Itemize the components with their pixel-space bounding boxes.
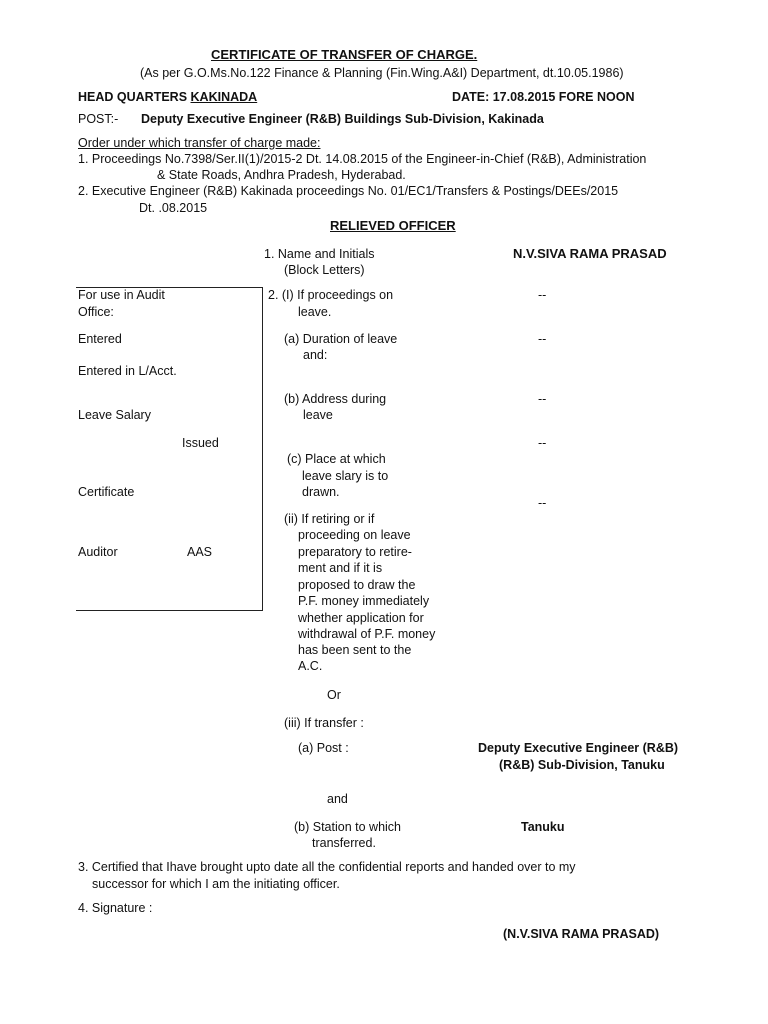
retire-value: -- xyxy=(538,496,547,510)
proceedings-label-1: 2. (I) If proceedings on xyxy=(268,288,394,302)
headquarters-label: HEAD QUARTERS xyxy=(78,90,191,104)
retire-line-8: withdrawal of P.F. money xyxy=(298,627,436,641)
audit-leave-salary: Leave Salary xyxy=(78,408,151,422)
transfer-post-value-2: (R&B) Sub-Division, Tanuku xyxy=(499,758,665,772)
date-text: DATE: 17.08.2015 FORE NOON xyxy=(452,90,635,104)
or-text: Or xyxy=(327,688,341,702)
proceedings-label-2: leave. xyxy=(298,305,332,319)
address-label-2: leave xyxy=(303,408,333,422)
audit-issued: Issued xyxy=(182,436,219,450)
transfer-post-label: (a) Post : xyxy=(298,741,349,755)
certified-line-2: successor for which I am the initiating officer. xyxy=(92,877,340,891)
post-value: Deputy Executive Engineer (R&B) Buildings Sub-Division, Kakinada xyxy=(141,112,544,126)
place-label-1: (c) Place at which xyxy=(287,452,386,466)
relieved-officer-heading: RELIEVED OFFICER xyxy=(330,218,456,233)
transfer-post-value-1: Deputy Executive Engineer (R&B) xyxy=(478,741,679,755)
order-1-line2: & State Roads, Andhra Pradesh, Hyderabad. xyxy=(157,168,406,182)
order-1-line1: 1. Proceedings No.7398/Ser.II(1)/2015-2 Dt. 14.08.2015 of the Engineer-in-Chief (R&B), Administration xyxy=(78,152,647,166)
place-label-2: leave slary is to xyxy=(302,469,389,483)
audit-aas: AAS xyxy=(187,545,213,559)
audit-for-use-2: Office: xyxy=(78,305,114,319)
station-value: Tanuku xyxy=(521,820,565,834)
signature-label: 4. Signature : xyxy=(78,901,153,915)
post-label: POST:- xyxy=(78,112,119,126)
signature-name: (N.V.SIVA RAMA PRASAD) xyxy=(503,927,660,941)
retire-line-7: whether application for xyxy=(298,611,424,625)
duration-value: -- xyxy=(538,332,547,346)
proceedings-value: -- xyxy=(538,288,547,302)
name-label-2: (Block Letters) xyxy=(284,263,365,277)
station-label-2: transferred. xyxy=(312,836,376,850)
audit-for-use-1: For use in Audit xyxy=(78,288,165,302)
retire-line-10: A.C. xyxy=(298,659,323,673)
duration-label-2: and: xyxy=(303,348,328,362)
order-2-line2: Dt. .08.2015 xyxy=(139,201,208,215)
station-label-1: (b) Station to which xyxy=(294,820,401,834)
retire-line-2: proceeding on leave xyxy=(298,528,411,542)
retire-line-3: preparatory to retire- xyxy=(298,545,412,559)
document-subtitle: (As per G.O.Ms.No.122 Finance & Planning (Fin.Wing.A&I) Department, dt.10.05.1986) xyxy=(140,66,624,80)
order-heading: Order under which transfer of charge made: xyxy=(78,136,321,150)
retire-line-5: proposed to draw the xyxy=(298,578,416,592)
name-value: N.V.SIVA RAMA PRASAD xyxy=(513,246,667,261)
name-label-1: 1. Name and Initials xyxy=(264,247,375,261)
audit-entered: Entered xyxy=(78,332,122,346)
retire-line-9: has been sent to the xyxy=(298,643,412,657)
retire-line-1: (ii) If retiring or if xyxy=(284,512,375,526)
duration-label-1: (a) Duration of leave xyxy=(284,332,398,346)
and-text: and xyxy=(327,792,348,806)
headquarters xyxy=(78,89,257,105)
audit-certificate: Certificate xyxy=(78,485,135,499)
order-2-line1: 2. Executive Engineer (R&B) Kakinada proceedings No. 01/EC1/Transfers & Postings/DEEs/2015 xyxy=(78,184,619,198)
transfer-label: (iii) If transfer : xyxy=(284,716,364,730)
document-title: CERTIFICATE OF TRANSFER OF CHARGE. xyxy=(211,47,478,62)
address-value: -- xyxy=(538,392,547,406)
headquarters-value: KAKINADA xyxy=(190,90,258,104)
certified-line-1: 3. Certified that Ihave brought upto date all the confidential reports and handed over to my xyxy=(78,860,576,874)
retire-line-6: P.F. money immediately xyxy=(298,594,430,608)
place-value: -- xyxy=(538,436,547,450)
retire-line-4: ment and if it is xyxy=(298,561,383,575)
address-label-1: (b) Address during xyxy=(284,392,387,406)
place-label-3: drawn. xyxy=(302,485,340,499)
audit-entered-in: Entered in L/Acct. xyxy=(78,364,177,378)
audit-auditor: Auditor xyxy=(78,545,118,559)
